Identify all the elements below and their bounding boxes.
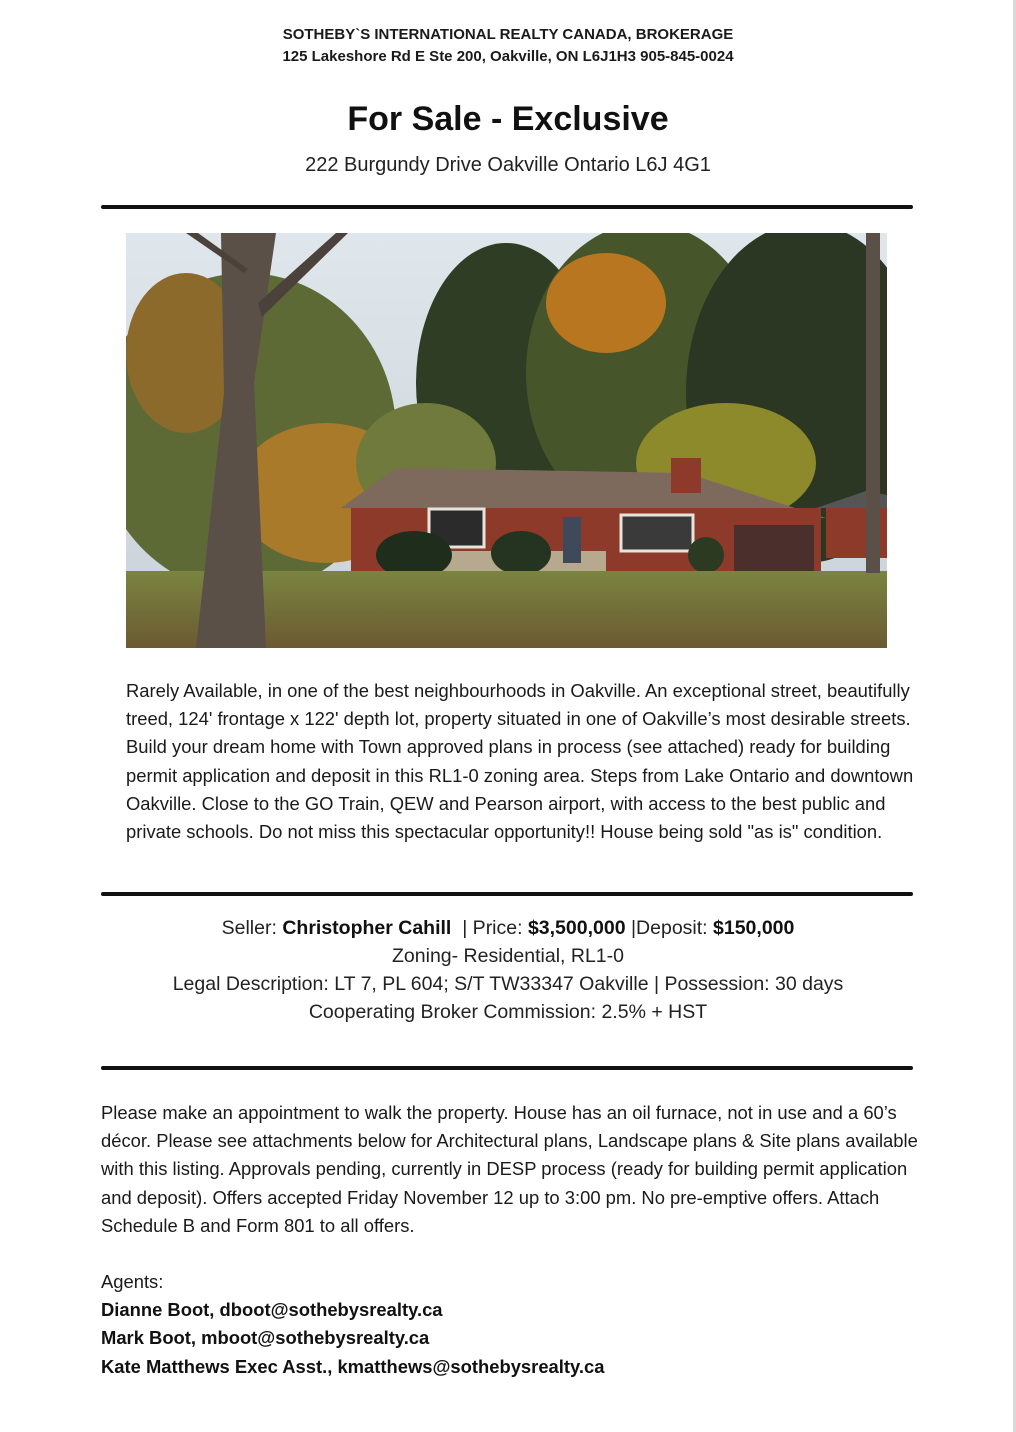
agent-mark-boot[interactable]: Mark Boot, mboot@sothebysrealty.ca	[101, 1327, 430, 1349]
divider-middle	[101, 892, 913, 896]
legal-description: Legal Description: LT 7, PL 604; S/T TW33347 Oakville | Possession: 30 days	[172, 973, 844, 995]
appointment-notes: Please make an appointment to walk the property. House has an oil furnace, not in use and a 60’s décor. Please see attachments below for Architectural plans, Landscape plans & Site plans available with this listing. Approvals pending, currently in DESP process (ready for building permit application and deposit). Offers accepted Friday November 12 up to 3:00 pm. No pre-emptive offers. Attach Schedule B and Form 801 to all offers.	[101, 1102, 918, 1236]
deposit-value: $150,000	[713, 917, 795, 939]
deposit-label: |Deposit:	[630, 917, 708, 939]
agent-dianne-boot[interactable]: Dianne Boot, dboot@sothebysrealty.ca	[101, 1299, 443, 1321]
brokerage-header	[0, 24, 1016, 68]
listing-details	[0, 914, 1016, 1026]
details-line-1	[0, 914, 1016, 942]
agents-section	[101, 1268, 961, 1381]
commission: Cooperating Broker Commission: 2.5% + HST	[308, 1001, 708, 1023]
brokerage-name: SOTHEBY`S INTERNATIONAL REALTY CANADA, BROKERAGE	[282, 26, 734, 43]
property-description: Rarely Available, in one of the best neighbourhoods in Oakville. An exceptional street, beautifully treed, 124' frontage x 122' depth lot, property situated in one of Oakville’s most desirable streets. Build your dream home with Town approved plans in process (see attached) ready for building permit application and deposit in this RL1-0 zoning area. Steps from Lake Ontario and downtown Oakville. Close to the GO Train, QEW and Pearson airport, with access to the best public and private schools. Do not miss this spectacular opportunity!! House being sold "as is" condition.	[126, 680, 914, 843]
agent-kate-matthews[interactable]: Kate Matthews Exec Asst., kmatthews@sothebysrealty.ca	[101, 1355, 605, 1377]
divider-bottom	[101, 1066, 913, 1070]
seller-name: Christopher Cahill	[282, 917, 452, 939]
seller-label: Seller:	[221, 917, 277, 939]
brokerage-address: 125 Lakeshore Rd E Ste 200, Oakville, ON L6J1H3 905-845-0024	[282, 48, 734, 65]
divider-top	[101, 205, 913, 209]
price-label: | Price:	[462, 917, 523, 939]
price-value: $3,500,000	[527, 917, 626, 939]
listing-address: 222 Burgundy Drive Oakville Ontario L6J 4G1	[305, 154, 711, 176]
listing-title: For Sale - Exclusive	[347, 100, 669, 138]
agents-label: Agents:	[101, 1271, 164, 1292]
property-photo	[126, 233, 887, 648]
zoning: Zoning- Residential, RL1-0	[392, 945, 624, 967]
